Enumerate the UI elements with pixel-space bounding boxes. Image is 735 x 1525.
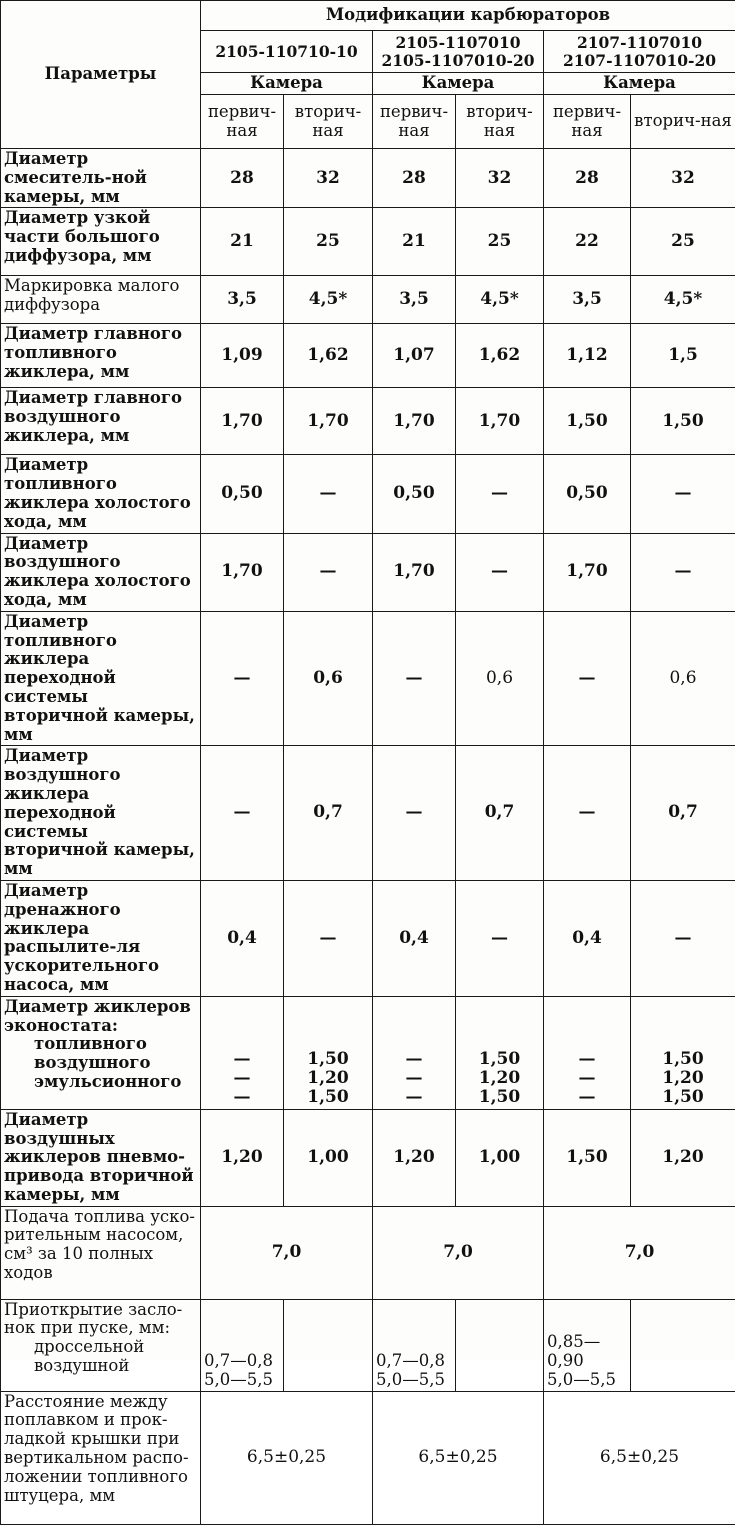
value-cell: 1,07 <box>373 324 456 388</box>
value-cell: 4,5* <box>284 276 373 324</box>
econostat-sub-label: эмульсионного <box>4 1073 197 1092</box>
opening-value: 0,7—0,8 <box>376 1352 452 1371</box>
value-cell: — <box>631 455 735 533</box>
empty-cell <box>456 1299 544 1391</box>
value-cell: 0,6 <box>456 611 544 746</box>
merged-value-cell: 6,5±0,25 <box>373 1391 544 1524</box>
opening-sub-label: дроссельной <box>4 1338 197 1357</box>
econostat-value: 1,50 <box>634 1050 732 1069</box>
econostat-sub-label: воздушного <box>4 1054 197 1073</box>
model-header-3 <box>544 31 735 73</box>
value-cell: 28 <box>373 149 456 208</box>
value-cell: 1,50 <box>631 388 735 455</box>
param-label: Расстояние между поплавком и прок-ладкой крышки при вертикальном распо-ложении топливного штуцера, мм <box>1 1391 201 1524</box>
value-cell: 28 <box>201 149 284 208</box>
value-cell: — <box>373 611 456 746</box>
opening-value: 5,0—5,5 <box>547 1371 627 1390</box>
merged-value-cell: 7,0 <box>544 1206 735 1299</box>
value-cell <box>201 996 284 1109</box>
primary-header: первич-ная <box>373 95 456 149</box>
value-cell: — <box>284 880 373 996</box>
chamber-header: Камера <box>544 73 735 95</box>
value-cell: 22 <box>544 208 631 276</box>
value-cell: 1,20 <box>201 1109 284 1206</box>
value-cell: 21 <box>201 208 284 276</box>
value-cell: 0,4 <box>201 880 284 996</box>
merged-value-cell: 6,5±0,25 <box>201 1391 373 1524</box>
model-label: 2105-110710-10 <box>215 42 357 61</box>
value-cell: 1,70 <box>284 388 373 455</box>
dash-value: — <box>547 1069 627 1088</box>
dash-value: — <box>376 1088 452 1107</box>
opening-value: 0,7—0,8 <box>204 1352 280 1371</box>
header-row-group <box>1 1 735 31</box>
econostat-value: 1,50 <box>287 1088 369 1107</box>
opening-value: 0,85—0,90 <box>547 1333 627 1371</box>
value-cell: 1,70 <box>544 533 631 611</box>
dash-value: — <box>204 1069 280 1088</box>
value-cell: — <box>631 880 735 996</box>
econostat-value: 1,20 <box>459 1069 540 1088</box>
table-row <box>1 880 735 996</box>
table-row <box>1 324 735 388</box>
opening-row <box>1 1299 735 1391</box>
value-cell: 1,5 <box>631 324 735 388</box>
modifications-header: Модификации карбюраторов <box>201 1 735 31</box>
value-cell: — <box>284 533 373 611</box>
empty-cell <box>284 1299 373 1391</box>
dash-value: — <box>376 1050 452 1069</box>
model-label: 2105-1107010-20 <box>376 52 540 70</box>
model-header-1 <box>201 31 373 73</box>
value-cell: 28 <box>544 149 631 208</box>
dash-value: — <box>204 1088 280 1107</box>
value-cell: 1,50 <box>544 1109 631 1206</box>
value-cell: 0,50 <box>373 455 456 533</box>
model-label: 2107-1107010-20 <box>547 52 732 70</box>
value-cell: 32 <box>284 149 373 208</box>
param-label: Подача топлива уско-рительным насосом, см³ за 10 полных ходов <box>1 1206 201 1299</box>
value-cell: 1,70 <box>201 533 284 611</box>
table-row <box>1 276 735 324</box>
param-label: Диаметр воздушного жиклера холостого хода, мм <box>1 533 201 611</box>
primary-header: первич-ная <box>544 95 631 149</box>
value-cell: — <box>456 880 544 996</box>
value-cell: 1,70 <box>201 388 284 455</box>
value-cell: 0,4 <box>544 880 631 996</box>
econostat-value: 1,50 <box>287 1050 369 1069</box>
value-cell: 1,70 <box>373 388 456 455</box>
pump-row <box>1 1206 735 1299</box>
value-cell: 3,5 <box>201 276 284 324</box>
value-cell: 25 <box>284 208 373 276</box>
value-cell: 32 <box>631 149 735 208</box>
param-label: Диаметр главного топливного жиклера, мм <box>1 324 201 388</box>
value-cell: — <box>544 746 631 881</box>
econostat-value: 1,50 <box>459 1050 540 1069</box>
table-row <box>1 388 735 455</box>
opening-sub-label: воздушной <box>4 1357 197 1376</box>
value-cell: 25 <box>631 208 735 276</box>
value-cell: — <box>201 611 284 746</box>
value-cell: 1,00 <box>284 1109 373 1206</box>
econostat-value: 1,50 <box>459 1088 540 1107</box>
secondary-header: вторич-ная <box>456 95 544 149</box>
value-cell: — <box>373 746 456 881</box>
dash-value: — <box>204 1050 280 1069</box>
opening-value: 5,0—5,5 <box>376 1371 452 1390</box>
merged-value-cell: 7,0 <box>373 1206 544 1299</box>
value-cell: 21 <box>373 208 456 276</box>
value-cell <box>201 1299 284 1391</box>
opening-value: 5,0—5,5 <box>204 1371 280 1390</box>
value-cell: 1,62 <box>284 324 373 388</box>
table-row <box>1 1109 735 1206</box>
value-cell: 1,00 <box>456 1109 544 1206</box>
value-cell <box>456 996 544 1109</box>
primary-header: первич-ная <box>201 95 284 149</box>
value-cell: — <box>284 455 373 533</box>
table-row <box>1 746 735 881</box>
merged-value-cell: 6,5±0,25 <box>544 1391 735 1524</box>
econostat-row <box>1 996 735 1109</box>
param-label: Диаметр главного воздушного жиклера, мм <box>1 388 201 455</box>
value-cell: — <box>456 533 544 611</box>
dash-value: — <box>547 1050 627 1069</box>
value-cell: — <box>544 611 631 746</box>
econostat-value: 1,20 <box>634 1069 732 1088</box>
value-cell: 4,5* <box>631 276 735 324</box>
table-row <box>1 455 735 533</box>
secondary-header: вторич-ная <box>631 95 735 149</box>
value-cell: 1,70 <box>456 388 544 455</box>
value-cell <box>373 996 456 1109</box>
value-cell: — <box>631 533 735 611</box>
param-label: Диаметр дренажного жиклера распылите-ля ускорительного насоса, мм <box>1 880 201 996</box>
table-row <box>1 149 735 208</box>
value-cell <box>544 996 631 1109</box>
econostat-value: 1,20 <box>287 1069 369 1088</box>
empty-cell <box>631 1299 735 1391</box>
econostat-title: Диаметр жиклеров эконостата: <box>4 998 197 1036</box>
value-cell: 1,12 <box>544 324 631 388</box>
param-label: Маркировка малого диффузора <box>1 276 201 324</box>
value-cell: 1,70 <box>373 533 456 611</box>
value-cell <box>284 996 373 1109</box>
value-cell: 1,09 <box>201 324 284 388</box>
params-header: Параметры <box>1 1 201 149</box>
param-label: Диаметр топливного жиклера холостого хода, мм <box>1 455 201 533</box>
value-cell: 25 <box>456 208 544 276</box>
param-label <box>1 1299 201 1391</box>
merged-value-cell: 7,0 <box>201 1206 373 1299</box>
econostat-sub-label: топливного <box>4 1035 197 1054</box>
model-label: 2105-1107010 <box>376 34 540 52</box>
value-cell: — <box>201 746 284 881</box>
value-cell: 0,7 <box>456 746 544 881</box>
table-row <box>1 208 735 276</box>
dash-value: — <box>376 1069 452 1088</box>
param-label: Диаметр узкой части большого диффузора, мм <box>1 208 201 276</box>
param-label: Диаметр воздушного жиклера переходной системы вторичной камеры, мм <box>1 746 201 881</box>
value-cell: 0,6 <box>284 611 373 746</box>
table-row <box>1 533 735 611</box>
value-cell: 1,20 <box>373 1109 456 1206</box>
value-cell: 0,4 <box>373 880 456 996</box>
value-cell <box>373 1299 456 1391</box>
opening-title: Приоткрытие засло-нок при пуске, мм: <box>4 1301 197 1339</box>
float-row <box>1 1391 735 1524</box>
value-cell: 4,5* <box>456 276 544 324</box>
value-cell: 1,20 <box>631 1109 735 1206</box>
param-label: Диаметр воздушных жиклеров пневмо-привода вторичной камеры, мм <box>1 1109 201 1206</box>
value-cell: 0,7 <box>631 746 735 881</box>
secondary-header: вторич-ная <box>284 95 373 149</box>
dash-value: — <box>547 1088 627 1107</box>
value-cell <box>544 1299 631 1391</box>
table-row <box>1 611 735 746</box>
value-cell: 0,7 <box>284 746 373 881</box>
value-cell: 0,6 <box>631 611 735 746</box>
value-cell: 32 <box>456 149 544 208</box>
model-label: 2107-1107010 <box>547 34 732 52</box>
value-cell: 3,5 <box>544 276 631 324</box>
value-cell: 0,50 <box>544 455 631 533</box>
chamber-header: Камера <box>373 73 544 95</box>
model-header-2 <box>373 31 544 73</box>
value-cell: 1,62 <box>456 324 544 388</box>
value-cell: — <box>456 455 544 533</box>
value-cell: 3,5 <box>373 276 456 324</box>
param-label: Диаметр смеситель-ной камеры, мм <box>1 149 201 208</box>
value-cell: 1,50 <box>544 388 631 455</box>
param-label: Диаметр топливного жиклера переходной системы вторичной камеры, мм <box>1 611 201 746</box>
param-label <box>1 996 201 1109</box>
value-cell: 0,50 <box>201 455 284 533</box>
value-cell <box>631 996 735 1109</box>
econostat-value: 1,50 <box>634 1088 732 1107</box>
chamber-header: Камера <box>201 73 373 95</box>
